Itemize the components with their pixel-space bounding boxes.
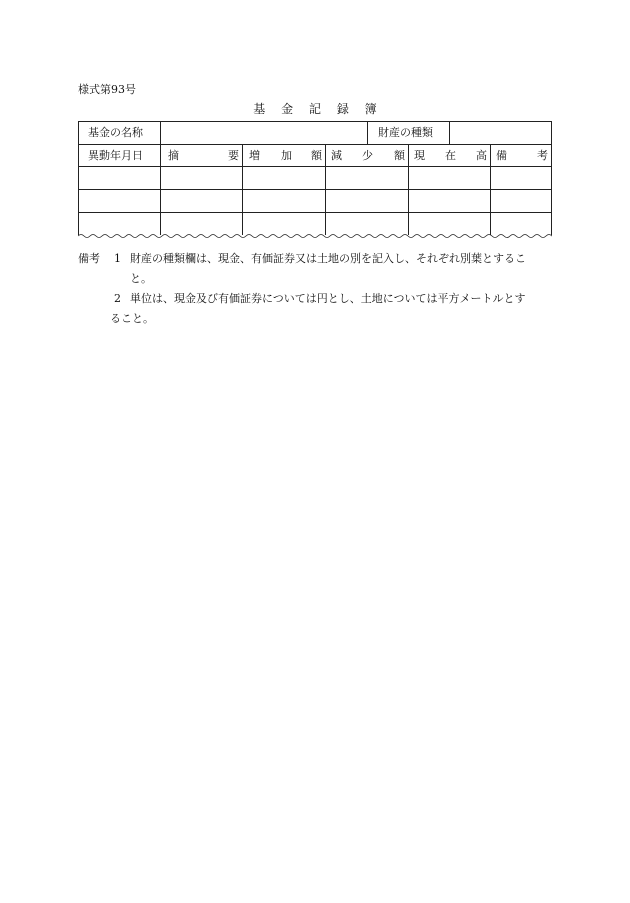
- title-char: 基: [253, 102, 266, 116]
- notes-heading: 備考: [78, 252, 100, 265]
- col-header-balance-1: 現: [414, 149, 425, 162]
- col-header-balance-2: 在: [445, 149, 456, 162]
- fund-ledger-table: [78, 121, 552, 234]
- note-text-line: ること。: [110, 312, 154, 325]
- title-char: 記: [308, 102, 321, 116]
- col-header-decrease-2: 少: [362, 149, 373, 162]
- col-header-decrease-1: 減: [331, 149, 342, 162]
- col-header-decrease-3: 額: [394, 149, 405, 162]
- fund-name-label: 基金の名称: [88, 126, 143, 139]
- col-header-balance-3: 高: [476, 149, 487, 162]
- note-text-line: 財産の種類欄は、現金、有価証券又は土地の別を記入し、それぞれ別葉とするこ: [130, 252, 526, 265]
- title-char: 金: [281, 102, 294, 116]
- col-header-increase-2: 加: [281, 149, 292, 162]
- property-type-label: 財産の種類: [378, 126, 433, 139]
- note-number: 1: [114, 252, 121, 265]
- col-header-remarks-1: 備: [496, 149, 507, 162]
- note-text-line: 単位は、現金及び有価証券については円とし、土地については平方メートルとす: [130, 292, 526, 305]
- col-header-increase-3: 額: [311, 149, 322, 162]
- note-number: 2: [114, 292, 121, 305]
- col-header-remarks-2: 考: [537, 149, 548, 162]
- col-header-date: 異動年月日: [88, 149, 143, 162]
- document-title: [0, 100, 630, 117]
- col-header-description-1: 摘: [168, 149, 179, 162]
- note-text-line: と。: [130, 272, 152, 285]
- title-char: 録: [336, 102, 349, 116]
- ledger-grid: [78, 121, 552, 239]
- title-char: 簿: [364, 102, 377, 116]
- col-header-description-2: 要: [228, 149, 239, 162]
- form-number: 様式第93号: [78, 83, 136, 96]
- col-header-increase-1: 増: [249, 149, 260, 162]
